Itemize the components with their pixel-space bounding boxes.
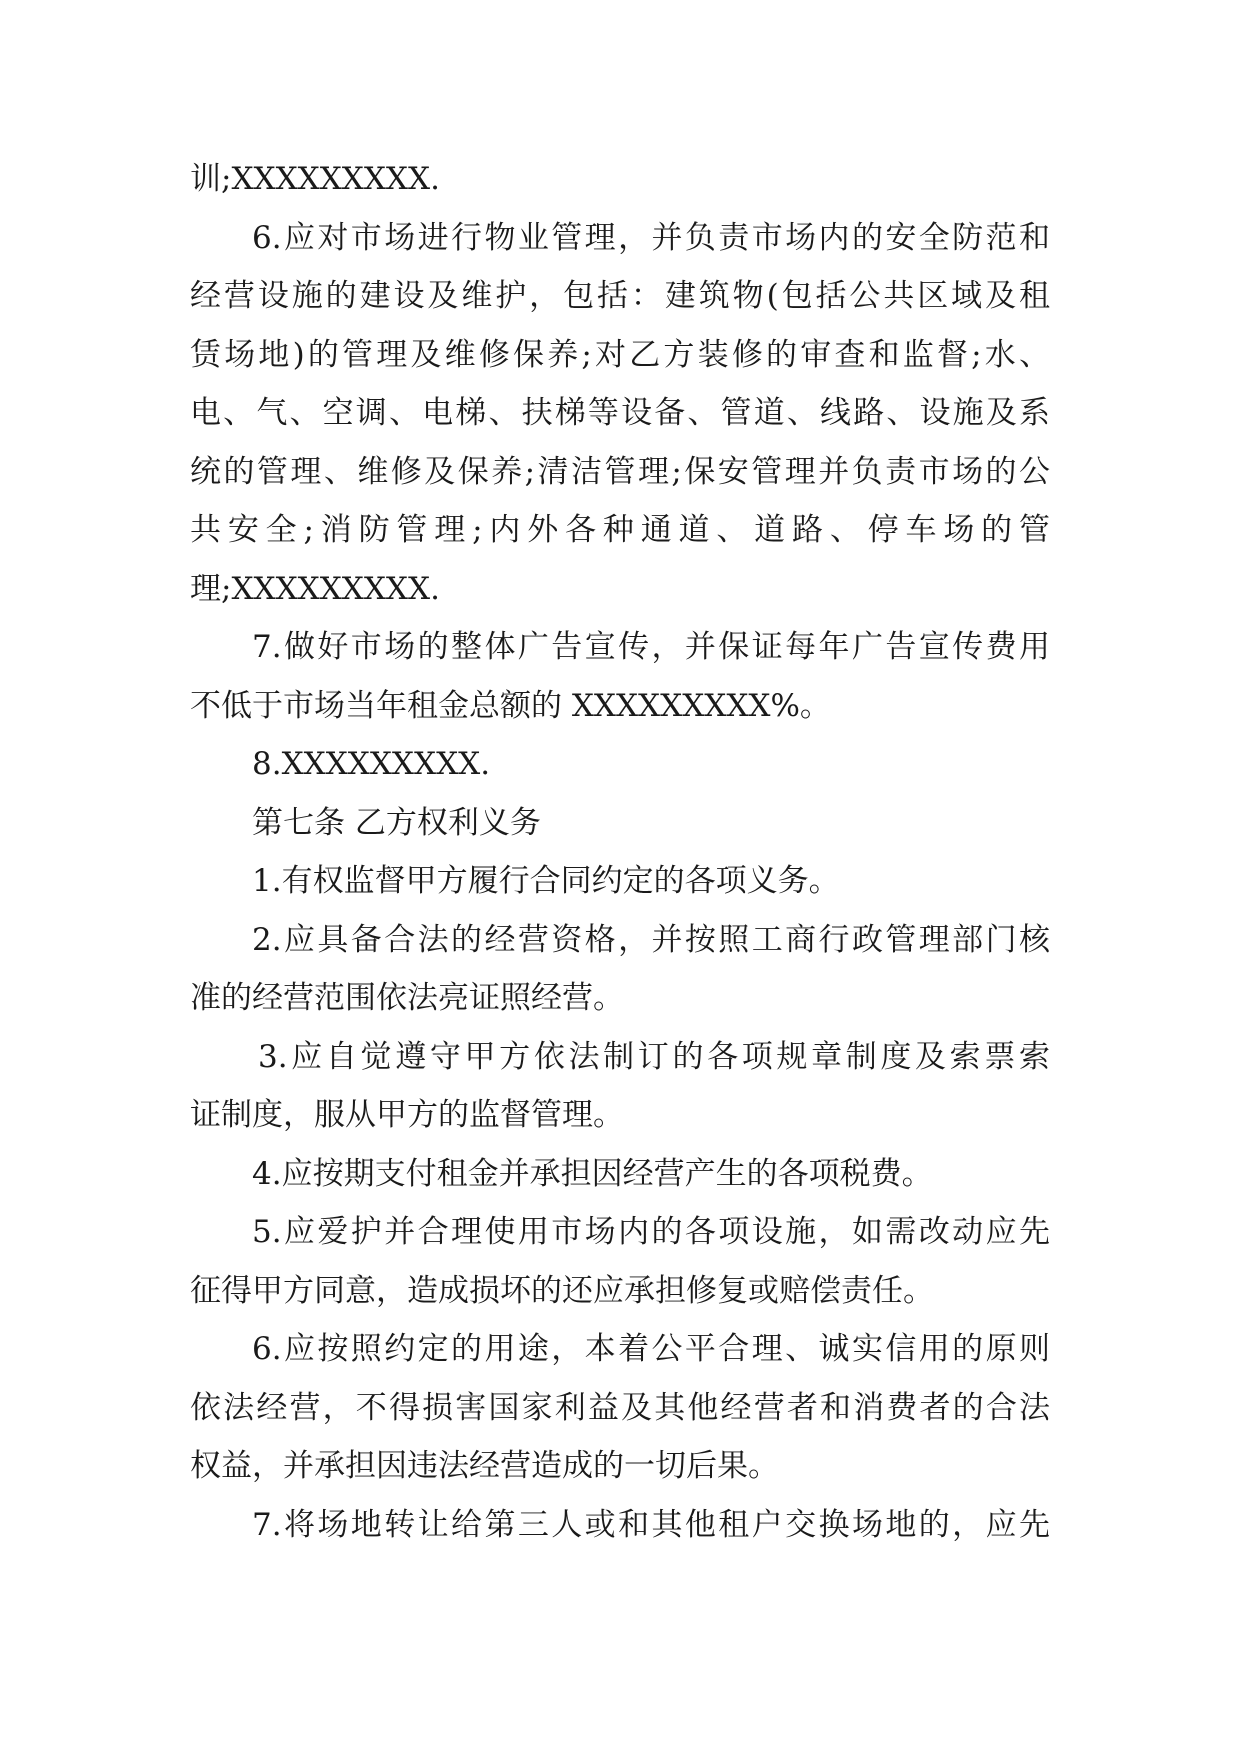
text-line: 6.应对市场进行物业管理，并负责市场内的安全防范和 bbox=[252, 219, 1050, 256]
text-line: 经营设施的建设及维护，包括：建筑物(包括公共区域及租 bbox=[190, 278, 1050, 314]
text-line: 3.应自觉遵守甲方依法制订的各项规章制度及索票索 bbox=[258, 1038, 1050, 1075]
section-heading: 第七条 乙方权利义务 bbox=[252, 804, 541, 841]
text-line: 5.应爱护并合理使用市场内的各项设施，如需改动应先 bbox=[252, 1214, 1050, 1250]
text-line: 证制度，服从甲方的监督管理。 bbox=[190, 1097, 624, 1133]
text-line: 依法经营，不得损害国家利益及其他经营者和消费者的合法 bbox=[190, 1389, 1050, 1426]
text-line: 统的管理、维修及保养;清洁管理;保安管理并负责市场的公 bbox=[190, 453, 1050, 490]
text-line: 2.应具备合法的经营资格，并按照工商行政管理部门核 bbox=[252, 921, 1050, 958]
text-line: 不低于市场当年租金总额的 XXXXXXXXX%。 bbox=[190, 687, 831, 724]
text-line: 训;XXXXXXXXX. bbox=[190, 161, 440, 197]
text-line: 理;XXXXXXXXX. bbox=[190, 570, 440, 607]
text-line: 7.将场地转让给第三人或和其他租户交换场地的，应先 bbox=[252, 1506, 1050, 1543]
text-line: 4.应按期支付租金并承担因经营产生的各项税费。 bbox=[252, 1155, 933, 1192]
text-line: 1.有权监督甲方履行合同约定的各项义务。 bbox=[252, 863, 840, 899]
text-line: 共安全;消防管理;内外各种通道、道路、停车场的管 bbox=[190, 512, 1050, 548]
text-line: 赁场地)的管理及维修保养;对乙方装修的审查和监督;水、 bbox=[190, 336, 1050, 373]
text-line: 8.XXXXXXXXX. bbox=[252, 746, 491, 782]
text-line: 准的经营范围依法亮证照经营。 bbox=[190, 980, 624, 1016]
text-line: 6.应按照约定的用途，本着公平合理、诚实信用的原则 bbox=[252, 1331, 1050, 1367]
text-line: 权益，并承担因违法经营造成的一切后果。 bbox=[190, 1448, 779, 1484]
text-line: 7.做好市场的整体广告宣传，并保证每年广告宣传费用 bbox=[252, 629, 1050, 665]
document-page bbox=[190, 150, 1050, 1554]
text-line: 征得甲方同意，造成损坏的还应承担修复或赔偿责任。 bbox=[190, 1272, 934, 1309]
text-line: 电、气、空调、电梯、扶梯等设备、管道、线路、设施及系 bbox=[190, 395, 1050, 431]
